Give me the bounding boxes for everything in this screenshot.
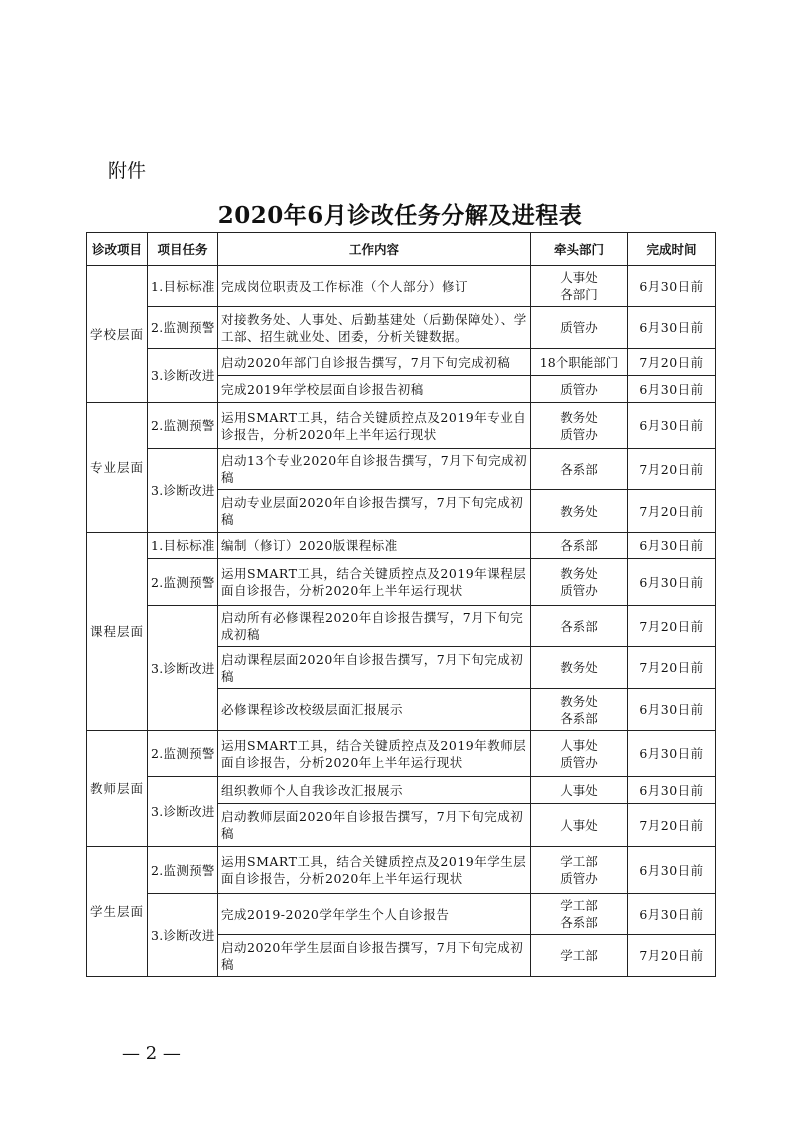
time-cell: 6月30日前	[628, 266, 716, 307]
table-row	[87, 559, 716, 606]
task-cell: 3.诊断改进	[148, 894, 218, 977]
content-cell: 启动所有必修课程2020年自诊报告撰写，7月下旬完成初稿	[218, 606, 531, 647]
content-cell: 组织教师个人自我诊改汇报展示	[218, 777, 531, 804]
dept-cell: 各系部	[531, 606, 628, 647]
dept-cell: 人事处 各部门	[531, 266, 628, 307]
dept-cell: 学工部 质管办	[531, 847, 628, 894]
task-cell: 3.诊断改进	[148, 449, 218, 533]
content-cell: 完成2019-2020学年学生个人自诊报告	[218, 894, 531, 935]
dept-cell: 学工部	[531, 935, 628, 977]
header-time: 完成时间	[628, 233, 716, 266]
time-cell: 6月30日前	[628, 376, 716, 403]
task-cell: 2.监测预警	[148, 731, 218, 777]
task-cell: 3.诊断改进	[148, 606, 218, 731]
content-cell: 运用SMART工具，结合关键质控点及2019年教师层面自诊报告，分析2020年上半年运行现状	[218, 731, 531, 777]
time-cell: 6月30日前	[628, 559, 716, 606]
task-cell: 2.监测预警	[148, 403, 218, 449]
content-cell: 运用SMART工具，结合关键质控点及2019年学生层面自诊报告，分析2020年上半年运行现状	[218, 847, 531, 894]
content-cell: 完成岗位职责及工作标准（个人部分）修订	[218, 266, 531, 307]
content-cell: 完成2019年学校层面自诊报告初稿	[218, 376, 531, 403]
task-cell: 2.监测预警	[148, 559, 218, 606]
header-dept: 牵头部门	[531, 233, 628, 266]
time-cell: 6月30日前	[628, 777, 716, 804]
dept-cell: 18个职能部门	[531, 349, 628, 376]
dept-cell: 教务处 各系部	[531, 689, 628, 731]
time-cell: 6月30日前	[628, 403, 716, 449]
task-cell: 3.诊断改进	[148, 777, 218, 847]
table-row	[87, 533, 716, 559]
category-cell: 学校层面	[87, 266, 148, 403]
content-cell: 必修课程诊改校级层面汇报展示	[218, 689, 531, 731]
content-cell: 启动教师层面2020年自诊报告撰写，7月下旬完成初稿	[218, 804, 531, 847]
dept-cell: 人事处	[531, 777, 628, 804]
dept-cell: 人事处	[531, 804, 628, 847]
table-row	[87, 777, 716, 804]
category-cell: 专业层面	[87, 403, 148, 533]
task-table	[86, 232, 716, 977]
header-content: 工作内容	[218, 233, 531, 266]
content-cell: 运用SMART工具，结合关键质控点及2019年专业自诊报告，分析2020年上半年运行现状	[218, 403, 531, 449]
content-cell: 启动课程层面2020年自诊报告撰写，7月下旬完成初稿	[218, 647, 531, 689]
task-cell: 2.监测预警	[148, 847, 218, 894]
time-cell: 7月20日前	[628, 490, 716, 533]
time-cell: 6月30日前	[628, 731, 716, 777]
content-cell: 编制（修订）2020版课程标准	[218, 533, 531, 559]
header-category: 诊改项目	[87, 233, 148, 266]
content-cell: 启动专业层面2020年自诊报告撰写，7月下旬完成初稿	[218, 490, 531, 533]
dept-cell: 教务处 质管办	[531, 559, 628, 606]
task-cell: 1.目标标准	[148, 533, 218, 559]
dept-cell: 人事处 质管办	[531, 731, 628, 777]
page-number: — 2 —	[122, 1043, 181, 1064]
task-cell: 1.目标标准	[148, 266, 218, 307]
task-cell: 2.监测预警	[148, 307, 218, 349]
content-cell: 启动2020年学生层面自诊报告撰写，7月下旬完成初稿	[218, 935, 531, 977]
dept-cell: 学工部 各系部	[531, 894, 628, 935]
dept-cell: 质管办	[531, 307, 628, 349]
time-cell: 6月30日前	[628, 689, 716, 731]
table-row	[87, 403, 716, 449]
dept-cell: 教务处	[531, 647, 628, 689]
content-cell: 启动2020年部门自诊报告撰写，7月下旬完成初稿	[218, 349, 531, 376]
table-row	[87, 847, 716, 894]
table-header-row	[87, 233, 716, 266]
dept-cell: 各系部	[531, 449, 628, 490]
time-cell: 7月20日前	[628, 935, 716, 977]
attachment-label: 附件	[108, 160, 147, 182]
dept-cell: 教务处 质管办	[531, 403, 628, 449]
table-row	[87, 449, 716, 490]
time-cell: 7月20日前	[628, 349, 716, 376]
time-cell: 6月30日前	[628, 307, 716, 349]
table-row	[87, 731, 716, 777]
time-cell: 6月30日前	[628, 533, 716, 559]
table-row	[87, 266, 716, 307]
content-cell: 启动13个专业2020年自诊报告撰写，7月下旬完成初稿	[218, 449, 531, 490]
content-cell: 运用SMART工具，结合关键质控点及2019年课程层面自诊报告，分析2020年上半年运行现状	[218, 559, 531, 606]
table-row	[87, 307, 716, 349]
task-cell: 3.诊断改进	[148, 349, 218, 403]
dept-cell: 各系部	[531, 533, 628, 559]
table-row	[87, 349, 716, 376]
category-cell: 学生层面	[87, 847, 148, 977]
category-cell: 教师层面	[87, 731, 148, 847]
time-cell: 7月20日前	[628, 804, 716, 847]
time-cell: 7月20日前	[628, 606, 716, 647]
time-cell: 7月20日前	[628, 647, 716, 689]
time-cell: 6月30日前	[628, 847, 716, 894]
dept-cell: 质管办	[531, 376, 628, 403]
category-cell: 课程层面	[87, 533, 148, 731]
dept-cell: 教务处	[531, 490, 628, 533]
content-cell: 对接教务处、人事处、后勤基建处（后勤保障处）、学工部、招生就业处、团委，分析关键数据。	[218, 307, 531, 349]
page-title: 2020年6月诊改任务分解及进程表	[217, 202, 583, 229]
table-row	[87, 606, 716, 647]
time-cell: 7月20日前	[628, 449, 716, 490]
time-cell: 6月30日前	[628, 894, 716, 935]
header-task: 项目任务	[148, 233, 218, 266]
table-row	[87, 894, 716, 935]
